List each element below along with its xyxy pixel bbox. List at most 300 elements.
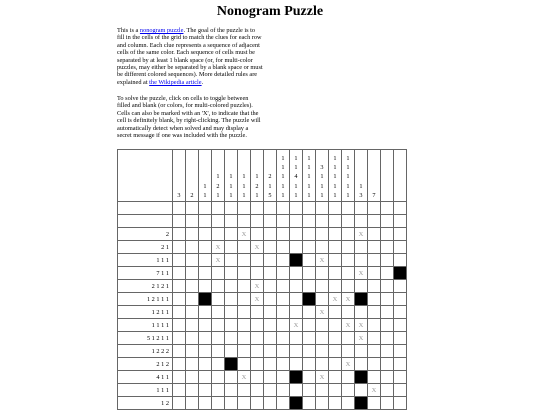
grid-cell[interactable] xyxy=(186,319,199,332)
grid-cell[interactable] xyxy=(212,228,225,241)
grid-cell[interactable] xyxy=(238,293,251,306)
grid-cell-filled[interactable] xyxy=(355,397,368,410)
grid-cell[interactable] xyxy=(199,397,212,410)
grid-cell-marked[interactable]: X xyxy=(212,241,225,254)
grid-cell[interactable] xyxy=(303,358,316,371)
grid-cell[interactable] xyxy=(238,202,251,215)
grid-cell[interactable] xyxy=(381,254,394,267)
grid-cell[interactable] xyxy=(277,254,290,267)
grid-cell[interactable] xyxy=(238,280,251,293)
grid-cell-marked[interactable]: X xyxy=(342,358,355,371)
grid-cell[interactable] xyxy=(303,215,316,228)
grid-cell[interactable] xyxy=(225,202,238,215)
grid-cell[interactable] xyxy=(186,358,199,371)
grid-cell[interactable] xyxy=(368,319,381,332)
column-clue-number: 1 xyxy=(346,164,350,172)
grid-cell[interactable] xyxy=(316,215,329,228)
grid-cell[interactable] xyxy=(199,280,212,293)
grid-cell[interactable] xyxy=(186,215,199,228)
grid-cell[interactable] xyxy=(186,397,199,410)
grid-cell-marked[interactable]: X xyxy=(368,384,381,397)
grid-cell[interactable] xyxy=(264,254,277,267)
grid-cell[interactable] xyxy=(186,306,199,319)
grid-cell[interactable] xyxy=(264,371,277,384)
grid-cell[interactable] xyxy=(173,228,186,241)
grid-cell[interactable] xyxy=(173,202,186,215)
grid-cell[interactable] xyxy=(199,345,212,358)
grid-cell[interactable] xyxy=(277,371,290,384)
grid-cell[interactable] xyxy=(212,202,225,215)
grid-cell[interactable] xyxy=(238,332,251,345)
grid-cell[interactable] xyxy=(381,280,394,293)
grid-cell[interactable] xyxy=(381,202,394,215)
grid-cell[interactable] xyxy=(251,254,264,267)
grid-cell[interactable] xyxy=(290,293,303,306)
grid-cell[interactable] xyxy=(212,280,225,293)
grid-cell[interactable] xyxy=(173,332,186,345)
grid-cell[interactable] xyxy=(342,202,355,215)
column-clue xyxy=(199,150,212,202)
grid-cell[interactable] xyxy=(264,332,277,345)
grid-cell-marked[interactable]: X xyxy=(251,280,264,293)
grid-cell-marked[interactable]: X xyxy=(316,371,329,384)
grid-cell[interactable] xyxy=(329,267,342,280)
grid-cell[interactable] xyxy=(368,280,381,293)
grid-cell[interactable] xyxy=(212,267,225,280)
grid-cell[interactable] xyxy=(290,345,303,358)
grid-cell[interactable] xyxy=(355,241,368,254)
grid-cell[interactable] xyxy=(173,280,186,293)
grid-cell-marked[interactable]: X xyxy=(251,241,264,254)
grid-cell[interactable] xyxy=(212,384,225,397)
grid-cell-marked[interactable]: X xyxy=(355,267,368,280)
grid-cell[interactable] xyxy=(199,332,212,345)
grid-cell[interactable] xyxy=(316,241,329,254)
grid-cell[interactable] xyxy=(186,254,199,267)
grid-cell-marked[interactable]: X xyxy=(316,306,329,319)
grid-cell[interactable] xyxy=(212,306,225,319)
grid-cell-marked[interactable]: X xyxy=(355,319,368,332)
grid-cell[interactable] xyxy=(264,397,277,410)
grid-cell[interactable] xyxy=(277,293,290,306)
grid-cell[interactable] xyxy=(316,202,329,215)
grid-cell[interactable] xyxy=(173,306,186,319)
grid-cell[interactable] xyxy=(199,384,212,397)
grid-cell[interactable] xyxy=(368,228,381,241)
grid-cell[interactable] xyxy=(303,332,316,345)
column-clue-number: 1 xyxy=(242,182,246,190)
grid-cell[interactable] xyxy=(264,384,277,397)
grid-cell-marked[interactable]: X xyxy=(316,254,329,267)
grid-cell[interactable] xyxy=(277,280,290,293)
grid-cell[interactable] xyxy=(394,241,407,254)
grid-cell[interactable] xyxy=(173,371,186,384)
grid-cell[interactable] xyxy=(355,280,368,293)
grid-cell[interactable] xyxy=(290,202,303,215)
grid-cell-filled[interactable] xyxy=(355,371,368,384)
grid-cell[interactable] xyxy=(329,345,342,358)
grid-cell[interactable] xyxy=(186,332,199,345)
grid-cell[interactable] xyxy=(238,384,251,397)
grid-cell[interactable] xyxy=(264,241,277,254)
grid-cell[interactable] xyxy=(368,371,381,384)
grid-cell[interactable] xyxy=(368,254,381,267)
grid-cell[interactable] xyxy=(186,371,199,384)
grid-cell[interactable] xyxy=(329,215,342,228)
column-clue-number: 1 xyxy=(320,173,324,181)
grid-cell[interactable] xyxy=(277,241,290,254)
grid-cell[interactable] xyxy=(394,319,407,332)
grid-cell[interactable] xyxy=(303,306,316,319)
grid-cell[interactable] xyxy=(277,397,290,410)
grid-cell[interactable] xyxy=(394,384,407,397)
grid-cell[interactable] xyxy=(342,280,355,293)
grid-cell[interactable] xyxy=(173,345,186,358)
grid-cell[interactable] xyxy=(251,228,264,241)
grid-cell[interactable] xyxy=(173,267,186,280)
grid-cell[interactable] xyxy=(238,319,251,332)
grid-cell[interactable] xyxy=(342,384,355,397)
grid-cell[interactable] xyxy=(368,241,381,254)
grid-cell[interactable] xyxy=(186,267,199,280)
column-clue-number: 1 xyxy=(333,154,337,162)
grid-cell[interactable] xyxy=(303,371,316,384)
grid-cell[interactable] xyxy=(303,397,316,410)
grid-cell[interactable] xyxy=(329,228,342,241)
grid-cell-filled[interactable] xyxy=(199,293,212,306)
grid-cell[interactable] xyxy=(329,358,342,371)
grid-cell-filled[interactable] xyxy=(394,267,407,280)
grid-cell[interactable] xyxy=(173,358,186,371)
grid-cell[interactable] xyxy=(394,371,407,384)
grid-cell[interactable] xyxy=(238,358,251,371)
grid-cell[interactable] xyxy=(381,293,394,306)
grid-cell[interactable] xyxy=(303,345,316,358)
grid-cell[interactable] xyxy=(394,358,407,371)
grid-cell[interactable] xyxy=(277,358,290,371)
grid-cell[interactable] xyxy=(355,215,368,228)
grid-cell[interactable] xyxy=(186,202,199,215)
grid-cell-marked[interactable]: X xyxy=(251,293,264,306)
grid-cell[interactable] xyxy=(238,267,251,280)
grid-cell[interactable] xyxy=(355,254,368,267)
grid-cell[interactable] xyxy=(277,332,290,345)
wikipedia-article-link[interactable]: the Wikipedia article xyxy=(149,78,202,86)
grid-cell[interactable] xyxy=(251,332,264,345)
grid-cell[interactable] xyxy=(173,215,186,228)
grid-cell[interactable] xyxy=(264,228,277,241)
grid-cell[interactable] xyxy=(290,332,303,345)
grid-cell[interactable] xyxy=(368,332,381,345)
grid-cell[interactable] xyxy=(199,202,212,215)
grid-cell[interactable] xyxy=(329,384,342,397)
grid-cell[interactable] xyxy=(303,254,316,267)
grid-cell[interactable] xyxy=(303,280,316,293)
grid-cell[interactable] xyxy=(394,202,407,215)
grid-cell[interactable] xyxy=(394,215,407,228)
grid-cell[interactable] xyxy=(381,358,394,371)
grid-cell[interactable] xyxy=(355,358,368,371)
grid-cell[interactable] xyxy=(381,371,394,384)
grid-cell[interactable] xyxy=(173,293,186,306)
grid-cell[interactable] xyxy=(381,345,394,358)
grid-cell[interactable] xyxy=(316,293,329,306)
grid-cell-filled[interactable] xyxy=(355,293,368,306)
grid-cell-filled[interactable] xyxy=(290,254,303,267)
grid-cell-marked[interactable]: X xyxy=(290,319,303,332)
grid-cell[interactable] xyxy=(368,306,381,319)
grid-cell[interactable] xyxy=(381,241,394,254)
grid-cell[interactable] xyxy=(225,241,238,254)
grid-cell[interactable] xyxy=(329,280,342,293)
grid-cell[interactable] xyxy=(199,267,212,280)
grid-cell[interactable] xyxy=(251,215,264,228)
grid-cell[interactable] xyxy=(251,267,264,280)
grid-cell[interactable] xyxy=(277,319,290,332)
grid-cell[interactable] xyxy=(199,241,212,254)
grid-cell[interactable] xyxy=(225,228,238,241)
grid-cell[interactable] xyxy=(368,345,381,358)
grid-cell[interactable] xyxy=(199,358,212,371)
grid-cell[interactable] xyxy=(290,384,303,397)
grid-cell[interactable] xyxy=(212,332,225,345)
grid-cell[interactable] xyxy=(290,215,303,228)
grid-cell[interactable] xyxy=(225,371,238,384)
grid-cell[interactable] xyxy=(290,241,303,254)
grid-cell[interactable] xyxy=(316,228,329,241)
grid-cell[interactable] xyxy=(186,384,199,397)
grid-cell[interactable] xyxy=(329,319,342,332)
grid-cell[interactable] xyxy=(186,293,199,306)
grid-cell[interactable] xyxy=(264,358,277,371)
grid-cell[interactable] xyxy=(394,306,407,319)
grid-cell[interactable] xyxy=(381,384,394,397)
grid-cell[interactable] xyxy=(277,384,290,397)
grid-cell-filled[interactable] xyxy=(290,397,303,410)
grid-cell[interactable] xyxy=(264,215,277,228)
grid-cell[interactable] xyxy=(199,254,212,267)
grid-cell[interactable] xyxy=(212,397,225,410)
grid-cell[interactable] xyxy=(329,254,342,267)
grid-cell[interactable] xyxy=(342,345,355,358)
grid-cell-marked[interactable]: X xyxy=(212,254,225,267)
grid-cell-marked[interactable]: X xyxy=(342,293,355,306)
grid-cell[interactable] xyxy=(342,306,355,319)
grid-cell[interactable] xyxy=(277,267,290,280)
nonogram-puzzle-link[interactable]: nonogram puzzle xyxy=(139,27,184,34)
grid-cell[interactable] xyxy=(277,202,290,215)
grid-cell[interactable] xyxy=(251,384,264,397)
grid-cell[interactable] xyxy=(381,215,394,228)
grid-cell[interactable] xyxy=(173,384,186,397)
grid-cell[interactable] xyxy=(199,306,212,319)
grid-cell[interactable] xyxy=(329,241,342,254)
grid-cell[interactable] xyxy=(173,397,186,410)
grid-cell[interactable] xyxy=(186,345,199,358)
grid-cell[interactable] xyxy=(290,267,303,280)
grid-cell[interactable] xyxy=(186,280,199,293)
grid-cell-marked[interactable]: X xyxy=(355,228,368,241)
grid-cell[interactable] xyxy=(355,384,368,397)
grid-cell-marked[interactable]: X xyxy=(355,332,368,345)
grid-cell[interactable] xyxy=(316,280,329,293)
grid-cell[interactable] xyxy=(212,358,225,371)
column-clue-number: 1 xyxy=(294,154,298,162)
grid-cell[interactable] xyxy=(381,306,394,319)
grid-cell[interactable] xyxy=(303,319,316,332)
grid-cell[interactable] xyxy=(342,397,355,410)
grid-cell[interactable] xyxy=(381,267,394,280)
grid-cell[interactable] xyxy=(199,319,212,332)
grid-cell[interactable] xyxy=(303,384,316,397)
grid-cell[interactable] xyxy=(303,241,316,254)
grid-cell[interactable] xyxy=(329,332,342,345)
grid-cell[interactable] xyxy=(303,202,316,215)
grid-cell[interactable] xyxy=(290,306,303,319)
grid-cell[interactable] xyxy=(264,319,277,332)
grid-cell[interactable] xyxy=(251,397,264,410)
grid-cell-marked[interactable]: X xyxy=(238,228,251,241)
row-clue: 1 2 2 2 xyxy=(118,345,173,358)
grid-cell-filled[interactable] xyxy=(225,358,238,371)
grid-cell[interactable] xyxy=(381,397,394,410)
grid-cell[interactable] xyxy=(225,254,238,267)
grid-cell[interactable] xyxy=(342,254,355,267)
grid-cell[interactable] xyxy=(238,215,251,228)
grid-cell[interactable] xyxy=(368,397,381,410)
grid-cell[interactable] xyxy=(186,228,199,241)
grid-cell[interactable] xyxy=(394,280,407,293)
grid-cell[interactable] xyxy=(342,241,355,254)
grid-cell[interactable] xyxy=(381,319,394,332)
grid-cell[interactable] xyxy=(342,228,355,241)
grid-cell[interactable] xyxy=(238,241,251,254)
grid-cell[interactable] xyxy=(225,345,238,358)
grid-cell[interactable] xyxy=(355,202,368,215)
grid-cell[interactable] xyxy=(173,241,186,254)
grid-cell[interactable] xyxy=(277,215,290,228)
grid-cell[interactable] xyxy=(303,267,316,280)
grid-cell[interactable] xyxy=(290,228,303,241)
column-clue-number: 2 xyxy=(255,182,259,190)
grid-cell[interactable] xyxy=(316,332,329,345)
grid-cell[interactable] xyxy=(394,228,407,241)
grid-cell-marked[interactable]: X xyxy=(238,371,251,384)
grid-cell[interactable] xyxy=(381,332,394,345)
grid-cell[interactable] xyxy=(368,202,381,215)
grid-cell[interactable] xyxy=(264,202,277,215)
grid-cell[interactable] xyxy=(212,293,225,306)
grid-cell[interactable] xyxy=(225,397,238,410)
grid-cell[interactable] xyxy=(368,267,381,280)
grid-cell[interactable] xyxy=(316,384,329,397)
grid-cell[interactable] xyxy=(342,371,355,384)
grid-cell[interactable] xyxy=(212,371,225,384)
grid-cell[interactable] xyxy=(394,345,407,358)
grid-cell[interactable] xyxy=(264,280,277,293)
grid-cell-filled[interactable] xyxy=(290,371,303,384)
grid-cell[interactable] xyxy=(264,306,277,319)
grid-cell[interactable] xyxy=(251,306,264,319)
grid-cell[interactable] xyxy=(277,306,290,319)
grid-cell[interactable] xyxy=(368,215,381,228)
row-clue: 1 1 1 1 xyxy=(118,319,173,332)
grid-cell[interactable] xyxy=(264,345,277,358)
grid-cell[interactable] xyxy=(212,345,225,358)
grid-cell[interactable] xyxy=(355,306,368,319)
grid-cell[interactable] xyxy=(394,293,407,306)
grid-cell[interactable] xyxy=(238,306,251,319)
grid-cell[interactable] xyxy=(199,371,212,384)
grid-cell[interactable] xyxy=(394,332,407,345)
grid-cell[interactable] xyxy=(251,358,264,371)
grid-cell[interactable] xyxy=(225,384,238,397)
grid-cell[interactable] xyxy=(225,306,238,319)
grid-cell-marked[interactable]: X xyxy=(329,293,342,306)
grid-cell[interactable] xyxy=(225,280,238,293)
grid-cell[interactable] xyxy=(238,397,251,410)
grid-cell[interactable] xyxy=(329,371,342,384)
grid-cell[interactable] xyxy=(368,293,381,306)
grid-cell[interactable] xyxy=(316,319,329,332)
grid-cell[interactable] xyxy=(199,228,212,241)
grid-cell[interactable] xyxy=(225,215,238,228)
grid-cell[interactable] xyxy=(264,293,277,306)
grid-cell[interactable] xyxy=(251,202,264,215)
grid-cell[interactable] xyxy=(303,228,316,241)
column-clue xyxy=(290,150,303,202)
grid-cell[interactable] xyxy=(329,397,342,410)
grid-cell[interactable] xyxy=(225,293,238,306)
grid-cell[interactable] xyxy=(251,345,264,358)
grid-cell[interactable] xyxy=(316,397,329,410)
grid-cell[interactable] xyxy=(316,358,329,371)
grid-cell[interactable] xyxy=(316,267,329,280)
grid-cell[interactable] xyxy=(342,332,355,345)
grid-cell[interactable] xyxy=(394,397,407,410)
grid-cell[interactable] xyxy=(329,202,342,215)
grid-cell[interactable] xyxy=(186,241,199,254)
grid-cell[interactable] xyxy=(290,280,303,293)
grid-cell[interactable] xyxy=(394,254,407,267)
grid-cell[interactable] xyxy=(238,345,251,358)
grid-cell[interactable] xyxy=(342,267,355,280)
grid-cell[interactable] xyxy=(277,345,290,358)
grid-cell[interactable] xyxy=(329,306,342,319)
grid-cell[interactable] xyxy=(212,215,225,228)
grid-cell[interactable] xyxy=(225,267,238,280)
grid-cell[interactable] xyxy=(381,228,394,241)
grid-cell[interactable] xyxy=(277,228,290,241)
grid-cell[interactable] xyxy=(355,345,368,358)
grid-cell[interactable] xyxy=(225,319,238,332)
grid-cell[interactable] xyxy=(173,319,186,332)
grid-cell[interactable] xyxy=(173,254,186,267)
grid-cell-marked[interactable]: X xyxy=(342,319,355,332)
grid-cell[interactable] xyxy=(264,267,277,280)
grid-cell[interactable] xyxy=(316,345,329,358)
grid-cell[interactable] xyxy=(251,371,264,384)
grid-cell[interactable] xyxy=(290,358,303,371)
grid-cell[interactable] xyxy=(342,215,355,228)
grid-cell[interactable] xyxy=(368,358,381,371)
grid-cell[interactable] xyxy=(199,215,212,228)
grid-cell[interactable] xyxy=(238,254,251,267)
grid-cell-filled[interactable] xyxy=(303,293,316,306)
grid-cell[interactable] xyxy=(212,319,225,332)
grid-cell[interactable] xyxy=(251,319,264,332)
grid-cell[interactable] xyxy=(225,332,238,345)
